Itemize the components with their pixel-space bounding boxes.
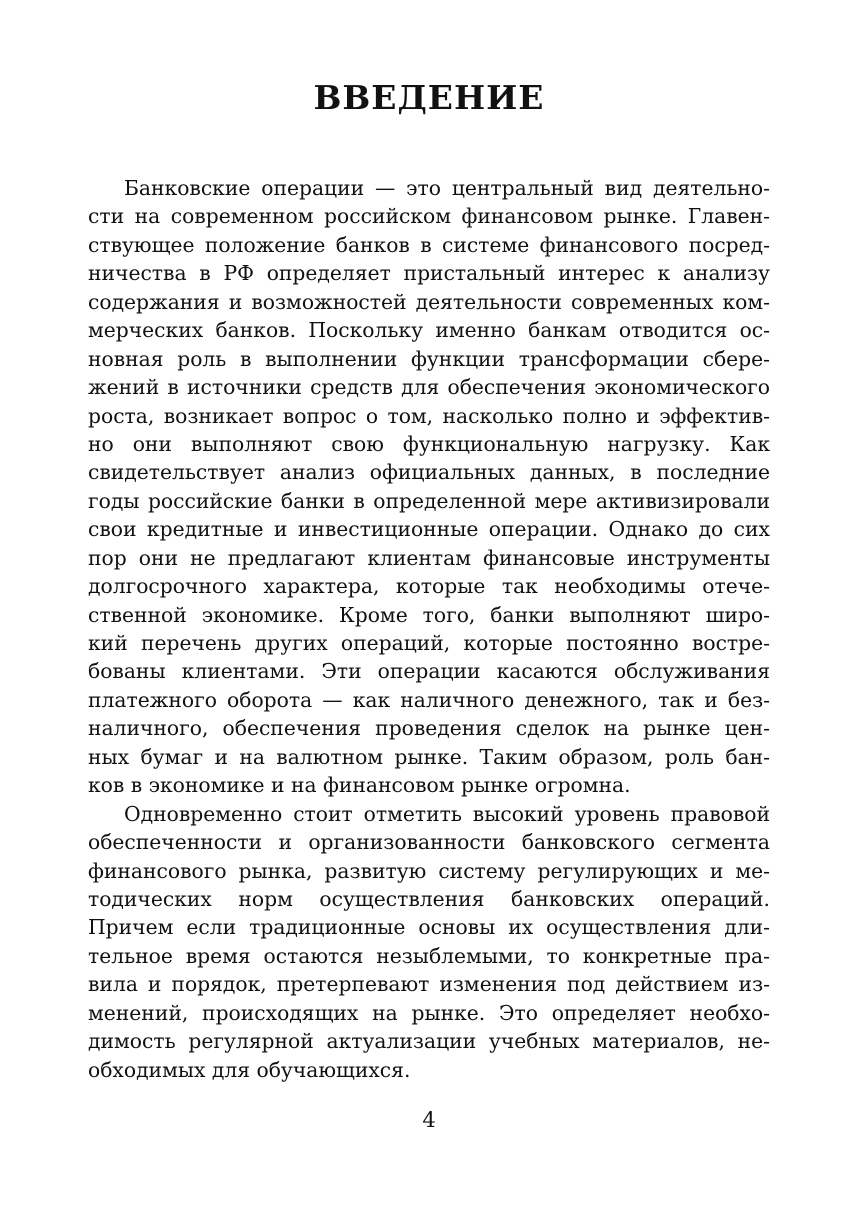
body-text <box>88 174 770 1084</box>
text-line: наличного, обеспечения проведения сделок на рынке цен- <box>88 716 770 741</box>
text-line: Банковские операции — это центральный вид деятельно- <box>124 176 770 200</box>
text-line: мерческих банков. Поскольку именно банкам отводится ос- <box>88 318 770 343</box>
text-line: Причем если традиционные основы их осуществления дли- <box>88 915 770 940</box>
text-line: ничества в РФ определяет пристальный интерес к анализу <box>88 261 770 286</box>
text-line: тельное время остаются незыблемыми, то конкретные пра- <box>88 943 770 968</box>
text-line: платежного оборота — как наличного денежного, так и без- <box>88 687 770 712</box>
text-line: содержания и возможностей деятельности современных ком- <box>88 289 770 314</box>
text-line: сти на современном российском финансовом рынке. Главен- <box>88 204 770 229</box>
text-line: но они выполняют свою функциональную нагрузку. Как <box>88 431 770 456</box>
text-line: менений, происходящих на рынке. Это определяет необхо- <box>88 1000 770 1025</box>
text-line: свои кредитные и инвестиционные операции. Однако до сих <box>88 517 770 542</box>
text-line: ных бумаг и на валютном рынке. Таким образом, роль бан- <box>88 744 770 769</box>
page-number: 4 <box>422 1108 436 1132</box>
book-page <box>88 0 770 1211</box>
text-line: обходимых для обучающихся. <box>88 1057 411 1082</box>
text-line: ственной экономике. Кроме того, банки выполняют широ- <box>88 602 770 627</box>
text-line: ствующее положение банков в системе финансового посред- <box>88 232 770 257</box>
text-line: долгосрочного характера, которые так необходимы отече- <box>88 574 770 599</box>
text-line: димость регулярной актуализации учебных материалов, не- <box>88 1029 770 1054</box>
paragraph <box>88 174 770 800</box>
paragraph <box>88 800 770 1084</box>
text-line: обеспеченности и организованности банковского сегмента <box>88 830 770 855</box>
text-line: годы российские банки в определенной мере активизировали <box>88 488 770 513</box>
text-line: новная роль в выполнении функции трансформации сбере- <box>88 346 770 371</box>
text-line: кий перечень других операций, которые постоянно востре- <box>88 631 770 655</box>
text-line: пор они не предлагают клиентам финансовые инструменты <box>88 545 770 570</box>
text-line: свидетельствует анализ официальных данных, в последние <box>88 460 770 485</box>
text-line: вила и порядок, претерпевают изменения под действием из- <box>88 972 770 997</box>
text-line: бованы клиентами. Эти операции касаются обслуживания <box>88 659 770 684</box>
text-line: финансового рынка, развитую систему регулирующих и ме- <box>88 858 770 883</box>
text-line: ков в экономике и на финансовом рынке огромна. <box>88 773 631 798</box>
text-line: тодических норм осуществления банковских операций. <box>88 886 770 911</box>
text-line: Одновременно стоит отметить высокий уровень правовой <box>124 801 770 826</box>
chapter-title: ВВЕДЕНИЕ <box>313 78 545 117</box>
text-line: роста, возникает вопрос о том, насколько полно и эффектив- <box>88 403 770 428</box>
text-line: жений в источники средств для обеспечения экономического <box>88 375 770 400</box>
